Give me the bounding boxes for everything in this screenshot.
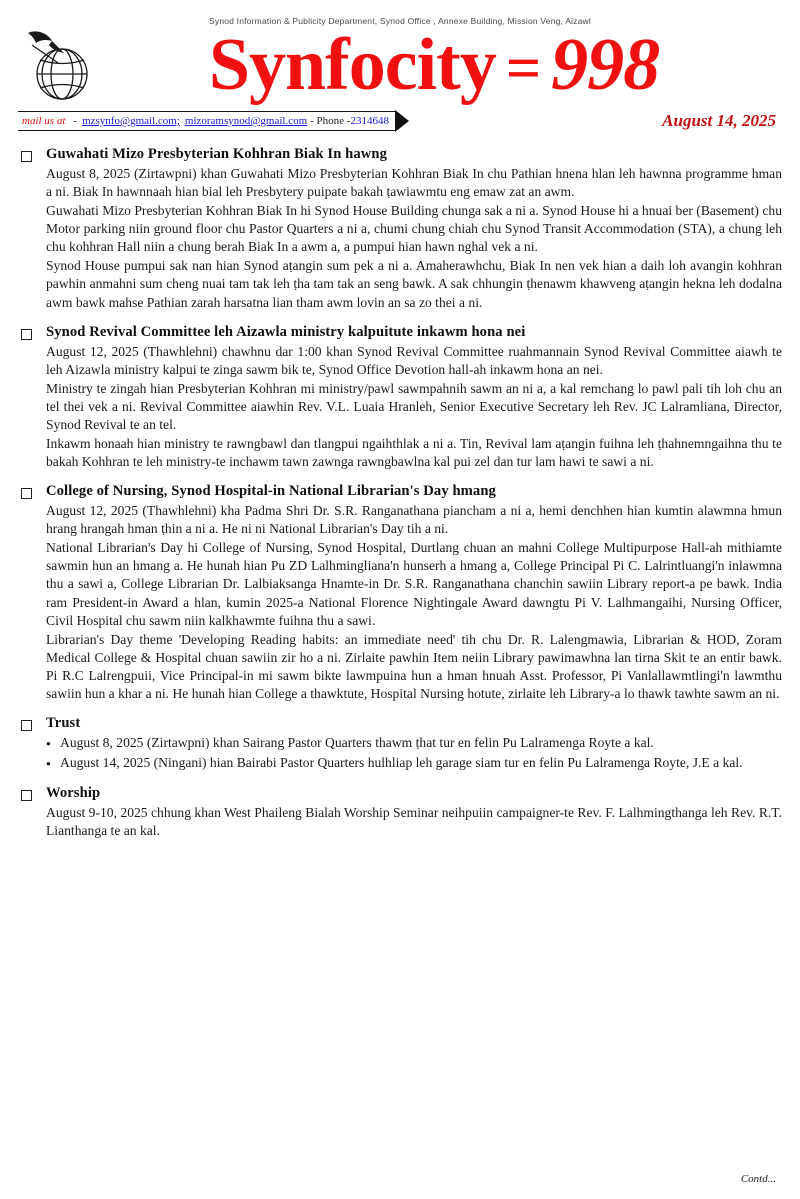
title-synfocity: Synfocity — [208, 24, 496, 106]
masthead — [18, 22, 782, 108]
article — [18, 785, 782, 841]
continued-label: Contd... — [740, 1173, 776, 1185]
article-paragraph: Inkawm honaah hian ministry te rawngbawl dan tlangpui ngaihthlak a ni a. Tin, Revival lam aṭangin fuihna leh ṭhahnemngaihna thu te bakah Kohhran te leh ministry-te inchawm tawn zawnga rawngbawlna kal pui zel dan tur lam hawi te sawi a ni. — [46, 436, 782, 470]
issue-number: 998 — [551, 24, 660, 106]
article-paragraph: Librarian's Day theme 'Developing Reading habits: an immediate need' tih chu Dr. R. Lalengmawia, Librarian & HOD, Zoram Medical College & Hospital chuan sawiin zir ho a ni. Zirlaite pawhin Item neiin Library pawimawhna lan tirna Skit te an entir bawk. Pi R.C Lalrengpuii, Vice Principal-in mi sawm bikte lawmpuina hun a hman hnuah Asst. Professor, Pi Vanlallawmtlingi'n lawmthu sawiin hun a khar a ni. He hunah hian College a thawktute, Hospital Nursing hotute, zirlaite leh Library-a lo thawk tawhte sawm an ni. — [46, 631, 782, 701]
article-heading: Worship — [46, 785, 101, 802]
phone-label: - Phone - — [310, 115, 351, 127]
square-bullet-icon — [18, 483, 46, 704]
square-bullet-icon — [18, 324, 46, 473]
article — [18, 146, 782, 313]
email-link-2[interactable]: mizoramsynod@gmail.com — [184, 115, 308, 127]
article-heading: Trust — [46, 715, 81, 732]
mail-us-label: mail us at — [22, 115, 66, 127]
email-link-1[interactable]: mzsynfo@gmail.com; — [82, 115, 180, 127]
article-paragraph: National Librarian's Day hi College of Nursing, Synod Hospital, Durtlang chuan an mahni College Multipurpose Hall-ah mithiamte sawmin hun an hmang a. He hunah hian Pu ZD Lalhmingliana'n hunserh a hmang a, College Principal Pi C. Lalrintluangi'n inlawmna thu a sawi a, College Librarian Dr. Lalbiaksanga Hnamte-in Dr. S.R. Ranganathana chanchin sawiin Library report-a pe bawk. India ram President-in Award a hlan, kumin 2025-a National Florence Nightingale Award dawngtu Pi V. Lalhmangaihi, Nursing Officer, Civil Hospital chu sawm niin kalkhawmte fuihna thu a sawi. — [46, 540, 782, 628]
contact-bar — [18, 111, 395, 131]
phone-number: 2314648 — [350, 115, 389, 127]
article-heading: Guwahati Mizo Presbyterian Kohhran Biak In hawng — [46, 146, 388, 162]
article-heading: Synod Revival Committee leh Aizawla ministry kalpuitute inkawm hona nei — [46, 323, 526, 340]
square-bullet-icon — [18, 146, 46, 313]
department-line: Synod Information & Publicity Department, Synod Office , Annexe Building, Mission Veng, Aizawl — [209, 16, 591, 26]
articles-container — [18, 146, 782, 841]
masthead-title — [86, 24, 782, 106]
article — [18, 715, 782, 774]
article-paragraph: August 12, 2025 (Thawhlehni) kha Padma Shri Dr. S.R. Ranganathana piancham a ni a, hemi denchhen hian kumtin alawmna hmun hrang hrangah hman ṭhin a ni a. He ni ni National Librarian's Day tih a ni. — [46, 503, 782, 537]
article-bullet: ● August 14, 2025 (Ningani) hian Bairabi Pastor Quarters hulhliap leh garage siam tur en felin Pu Lalramenga Royte, J.E a kal. — [46, 754, 782, 772]
mail-separator: - — [73, 115, 78, 127]
article-paragraph: Ministry te zingah hian Presbyterian Kohhran mi ministry/pawl sawmpahnih sawm an ni a, a kal remchang lo pawl pali tih loh chu an tel thei vek a ni. Revival Committee aiawhin Rev. V.L. Luaia Hranleh, Senior Executive Secretary leh Rev. JC Lalramliana, Director, Synod Revival te an tel. — [46, 380, 782, 432]
article-paragraph: August 12, 2025 (Thawhlehni) chawhnu dar 1:00 khan Synod Revival Committee ruahmannain Synod Revival Committee aiawh te leh Aizawla ministry kalpui te zinga sawm bik te, Synod Office Devotion hall-ah inkawm hona an nei. — [46, 343, 782, 377]
article-paragraph: August 8, 2025 (Zirtawpni) khan Guwahati Mizo Presbyterian Kohhran Biak In chu Pathian hnena hlan leh hawnna programme hman a ni. Biak In hawnnaah hian bial leh Presbytery puipate bakah ṭawiawmtu eng emaw zat an awm. — [46, 166, 782, 200]
title-equals: = — [505, 35, 542, 103]
issue-date: August 14, 2025 — [662, 111, 776, 130]
article — [18, 324, 782, 473]
article-paragraph: August 9-10, 2025 chhung khan West Phaileng Bialah Worship Seminar neihpuiin campaigner-te Rev. F. Lalhmingthanga leh Rev. R.T. Lianthanga te an kal. — [46, 805, 782, 839]
square-bullet-icon — [18, 785, 46, 841]
article-paragraph: Synod House pumpui sak nan hian Synod aṭangin sum pek a ni a. Amaherawhchu, Biak In nen vek hian a daih loh avangin kohhran pawhin anmahni sum cheng nuai tam tak leh ṭha tam tak an seng bawk. A sak chhungin ṭhenawm khawveng aṭangin hekna leh dodalna awm bawk mahse Pathian zarah harsatna lian tham awm lovin an sa zo thei a ni. — [46, 258, 782, 310]
contact-row — [18, 110, 782, 132]
globe-dove-logo — [22, 27, 96, 105]
article — [18, 483, 782, 704]
square-bullet-icon — [18, 715, 46, 774]
article-heading: College of Nursing, Synod Hospital-in National Librarian's Day hmang — [46, 483, 496, 500]
article-paragraph: Guwahati Mizo Presbyterian Kohhran Biak In hi Synod House Building chunga sak a ni a. Synod House hi a hnuai ber (Basement) chu Motor parking niin ground floor chu Pastor Quarters a ni a, chumi chung chiah chu Synod Transit Accommodation (STA), a chung leh chu kohhran Hall niin a chung berah Biak In a awm a, a pumpui hian hawn nghal vek a ni. — [46, 203, 782, 255]
article-bullet: ● August 8, 2025 (Zirtawpni) khan Sairang Pastor Quarters thawm ṭhat tur en felin Pu Lalramenga Royte a kal. — [46, 734, 782, 752]
